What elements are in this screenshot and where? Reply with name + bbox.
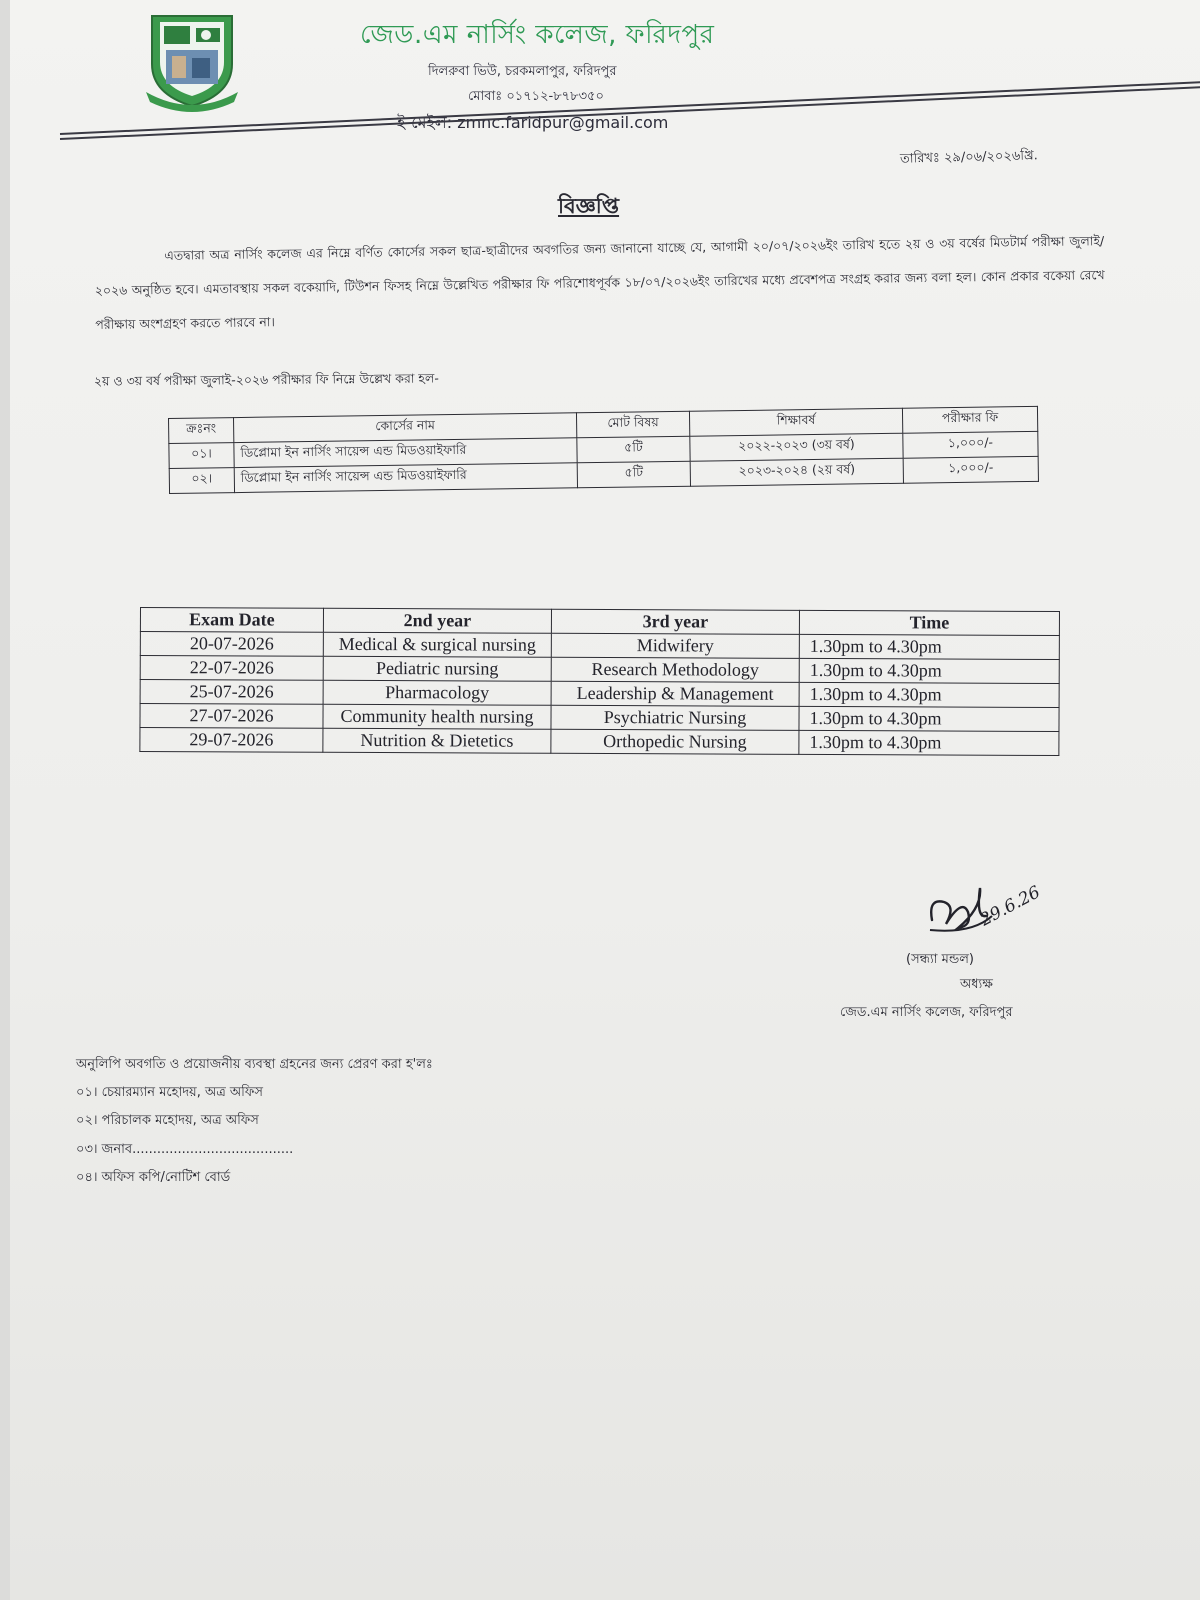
exam-schedule-table — [139, 607, 1060, 756]
fee-cell-fee: ১,০০০/- — [903, 456, 1038, 483]
copy-item: ০১। চেয়ারম্যান মহোদয়, অত্র অফিস — [76, 1085, 263, 1100]
exam-2nd-year-cell: Nutrition & Dietetics — [323, 728, 551, 753]
exam-date-cell: 27-07-2026 — [140, 704, 323, 729]
notice-body: এতদ্বারা অত্র নার্সিং কলেজ এর নিম্নে বর্ণিত কোর্সের সকল ছাত্র-ছাত্রীদের অবগতির জন্য জানানো যাচ্ছে যে, আগামী ২০/০৭/২০২৬ইং তারিখ হতে ২য় ও ৩য় বর্ষের মিডটার্ম পরীক্ষা জুলাই/২০২৬ অনুষ্ঠিত হবে। এমতাবস্থায় সকল বকেয়াদি, টিউশন ফিসহ নিম্নে উল্লেখিত পরীক্ষার ফি পরিশোধপূর্বক ১৮/০৭/২০২৬ইং তারিখের মধ্যে প্রবেশপত্র সংগ্রহ করার জন্য বলা হল। কোন প্রকার বকেয়া রেখে পরীক্ষায় অংশগ্রহণ করতে পারবে না। — [94, 233, 1105, 332]
fee-table — [168, 406, 1039, 494]
notice-page — [10, 0, 1200, 1600]
fee-cell-course: ডিপ্লোমা ইন নার্সিং সায়েন্স এন্ড মিডওয়াইফারি — [234, 438, 577, 468]
college-address: দিলরুবা ভিউ, চরকমলাপুর, ফরিদপুর — [428, 64, 617, 79]
college-email: ই-মেইল: zmnc.faridpur@gmail.com — [397, 113, 669, 132]
notice-title: বিজ্ঞপ্তি — [558, 194, 620, 218]
fee-header-course: কোর্সের নাম — [234, 413, 577, 443]
fee-intro: ২য় ও ৩য় বর্ষ পরীক্ষা জুলাই-২০২৬ পরীক্ষার ফি নিম্নে উল্লেখ করা হল- — [93, 370, 439, 389]
principal-name: (সন্ধ্যা মন্ডল) — [906, 952, 974, 967]
fee-cell-serial: ০২। — [169, 468, 234, 494]
fee-cell-subjects: ৫টি — [577, 461, 690, 488]
exam-2nd-year-cell: Community health nursing — [323, 704, 551, 729]
exam-time-cell: 1.30pm to 4.30pm — [799, 658, 1059, 683]
exam-header-time: Time — [799, 610, 1059, 635]
fee-cell-serial: ০১। — [169, 443, 234, 469]
copy-item: ০২। পরিচালক মহোদয়, অত্র অফিস — [76, 1113, 259, 1128]
principal-college: জেড.এম নার্সিং কলেজ, ফরিদপুর — [840, 1005, 1013, 1020]
college-logo — [138, 6, 246, 114]
signature-date: 29.6.26 — [976, 882, 1044, 931]
exam-3rd-year-cell: Leadership & Management — [551, 681, 799, 706]
exam-date-cell: 22-07-2026 — [140, 656, 323, 681]
fee-header-session: শিক্ষাবর্ষ — [689, 408, 902, 436]
exam-date-cell: 20-07-2026 — [140, 632, 323, 657]
college-phone: মোবাঃ ০১৭১২-৮৭৮৩৫০ — [468, 89, 604, 104]
fee-cell-session: ২০২৩-২০২৪ (২য় বর্ষ) — [690, 458, 903, 486]
fee-header-serial: ক্রঃনং — [169, 418, 234, 444]
exam-3rd-year-cell: Research Methodology — [551, 657, 799, 682]
fee-header-subjects: মোট বিষয় — [576, 411, 689, 438]
principal-title: অধ্যক্ষ — [960, 977, 993, 992]
copy-item: ০৩। জনাব....................................... — [76, 1142, 294, 1157]
exam-time-cell: 1.30pm to 4.30pm — [799, 706, 1059, 731]
copy-heading: অনুলিপি অবগতি ও প্রয়োজনীয় ব্যবস্থা গ্রহনের জন্য প্রেরণ করা হ'লঃ — [76, 1057, 433, 1072]
college-name: জেড.এম নার্সিং কলেজ, ফরিদপুর — [360, 20, 715, 50]
fee-cell-fee: ১,০০০/- — [903, 431, 1038, 458]
fee-cell-session: ২০২২-২০২৩ (৩য় বর্ষ) — [690, 433, 903, 461]
exam-time-cell: 1.30pm to 4.30pm — [799, 682, 1059, 707]
exam-3rd-year-cell: Midwifery — [551, 633, 799, 658]
exam-2nd-year-cell: Pharmacology — [323, 680, 551, 705]
exam-header-3rd-year: 3rd year — [551, 609, 799, 634]
exam-2nd-year-cell: Medical & surgical nursing — [323, 632, 551, 657]
exam-3rd-year-cell: Psychiatric Nursing — [551, 705, 799, 730]
exam-3rd-year-cell: Orthopedic Nursing — [551, 729, 799, 754]
exam-date-cell: 25-07-2026 — [140, 680, 323, 705]
fee-cell-course: ডিপ্লোমা ইন নার্সিং সায়েন্স এন্ড মিডওয়াইফারি — [234, 463, 577, 493]
exam-2nd-year-cell: Pediatric nursing — [323, 656, 551, 681]
copy-item: ০৪। অফিস কপি/নোটিশ বোর্ড — [76, 1170, 231, 1185]
notice-date: তারিখঃ ২৯/০৬/২০২৬খ্রি. — [899, 148, 1039, 167]
exam-time-cell: 1.30pm to 4.30pm — [799, 634, 1059, 659]
exam-header-2nd-year: 2nd year — [323, 608, 551, 633]
exam-date-cell: 29-07-2026 — [140, 728, 323, 753]
fee-cell-subjects: ৫টি — [577, 436, 690, 463]
fee-header-fee: পরীক্ষার ফি — [902, 406, 1037, 433]
exam-header-date: Exam Date — [140, 608, 323, 633]
table-row — [140, 728, 1059, 756]
exam-time-cell: 1.30pm to 4.30pm — [799, 730, 1059, 755]
principal-signature — [922, 868, 1062, 948]
